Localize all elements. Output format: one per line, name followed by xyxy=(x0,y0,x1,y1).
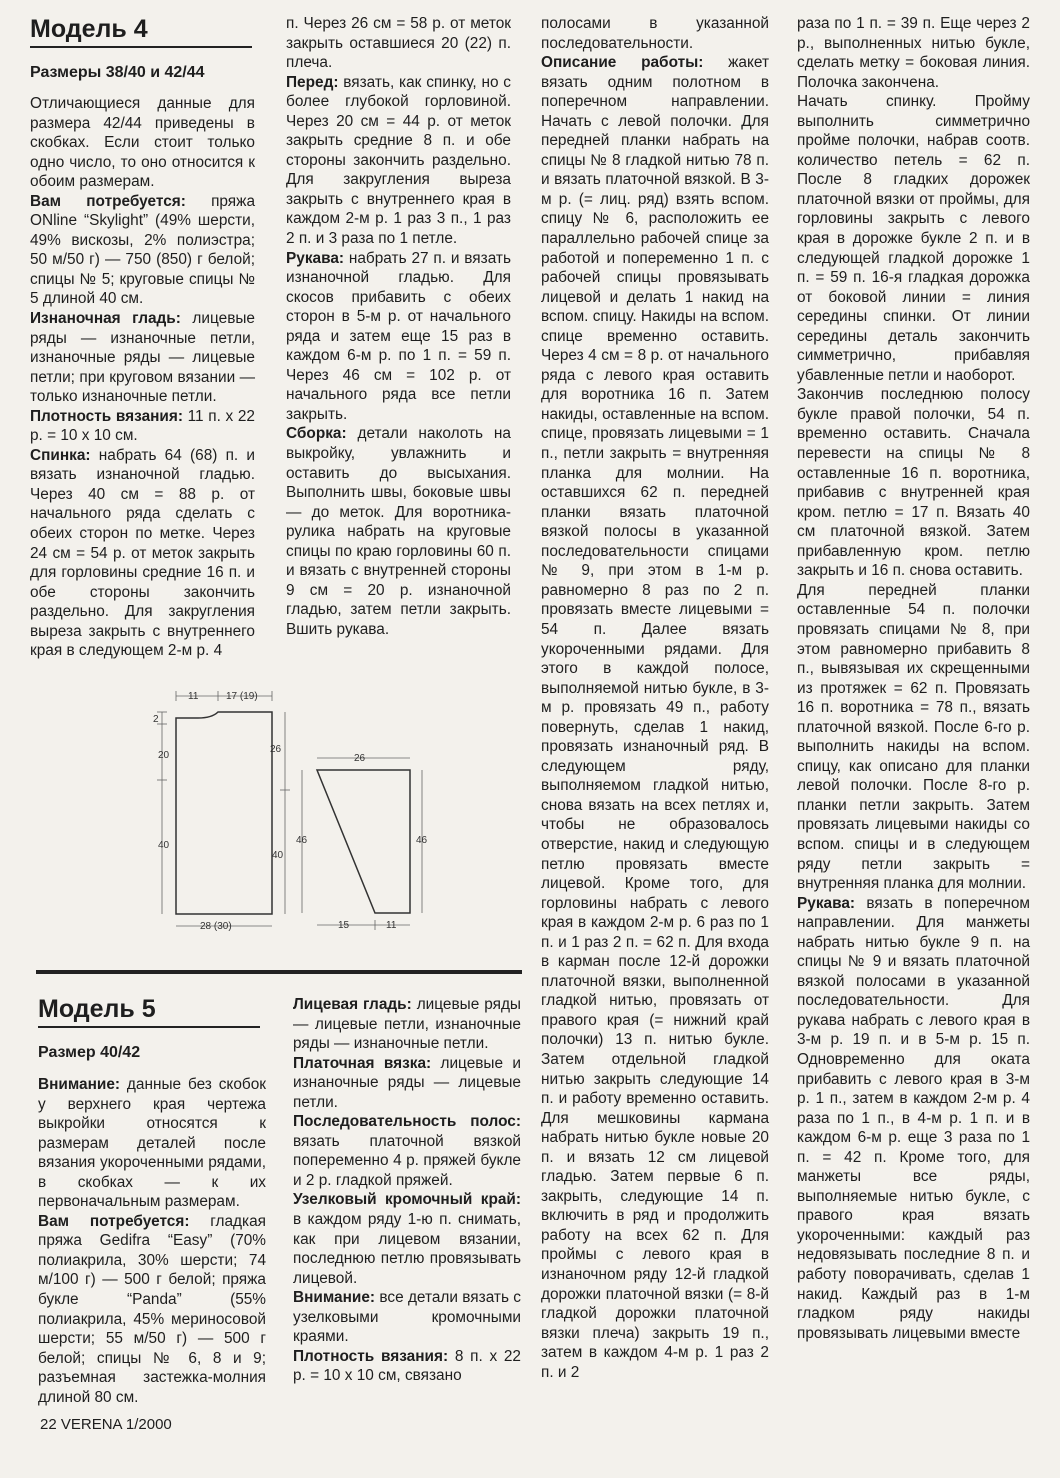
model4-p8 xyxy=(286,249,511,425)
text: жакет вязать одним полотном в поперечном направлении. Начать с левой полочки. Для передней планки набрать на спицы № 8 гладкой нитью 78 п. и вязать платочной вязкой. В 3-м р. (= лиц. ряд) взять вспом. спицу № 6, расположить ее параллельно рабочей спице за работой и попеременно 1 п. с рабочей спицы провязывать лицевой и делать 1 накид на вспом. спицу. Накиды на вспом. спице временно оставить. Через 4 см = 8 р. от начального ряда с левого края оставить для воротника 16 п. Затем накиды, оставленные на вспом. спице, провязать лицевыми = 1 п., петли закрыть = внутренняя планка для молнии. На оставшихся 62 п. передней планки вязать платочной вязкой полосы в указанной последовательности спицами № 9, при этом в 1-м р. равномерно 8 раз по 2 п. провязать вместе лицевыми = 54 п. Далее вязать укороченными рядами. Для этого в каждой полосе, выполняемой нитью букле, в 3-м р. провязать 49 п., работу повернуть, сделав 1 накид, провязать изнаночный ряд. В следующем ряду, выполняемом гладкой нитью, снова вязать на всех петлях и, чтобы не образовалось отверстие, накид и следующую петлю провязать вместе лицевой. Кроме того, для горловины набрать с левого края в каждом 2-м р. 6 раз по 1 п. и 1 раз 2 п. = 62 п. Для входа в карман после 12-й дорожки платочной вязки, выполненной гладкой нитью, провязать от правого края (= нижний край полочки) 13 п. нитью букле. Затем отдельной гладкой нитью закрыть следующие 14 п. и работу временно оставить. Для мешковины кармана набрать нитью букле новые 20 п. и вязать 12 см лицевой гладью. Затем первые 6 п. закрыть, следующие 14 п. включить в ряд и продолжить работу на всех 62 п. Для проймы с левого края в изнаночном ряду 12-й гладкой дорожки платочной вязки (= 8-й гладкой дорожки платочной вязки плеча) закрыть 19 п., затем в каждом 4-м р. 1 раз 2 п. и 2 xyxy=(541,54,769,1381)
text: данные без скобок у верхнего края чертежа выкройки относятся к размерам деталей после вязания укороченными рядами, в скобках — к их первоначальным размерам. xyxy=(38,1076,266,1211)
model5-p13 xyxy=(797,385,1030,580)
text: вязать платочной вязкой попеременно 4 р. пряжей букле и 2 р. гладкой пряжей. xyxy=(293,1132,521,1189)
dim-body-right-1: 26 xyxy=(270,744,282,755)
text: лицевые ряды — лицевые петли, изнаночные ряды — изнаночные петли. xyxy=(293,996,521,1053)
label: Вам потребуется: xyxy=(30,192,186,210)
model5-p15 xyxy=(797,894,1030,1344)
text: 11 п. х 22 р. = 10 х 10 см. xyxy=(30,407,255,445)
text: Закончив последнюю полосу букле правой полочки, 54 п. временно оставить. Сначала перевести на спицы № 8 оставленные 16 п. воротника, прибавив с внутренней края кром. петлю = 17 п. Вязать 40 см платочной вязкой. Затем прибавленную кром. петлю закрыть и 16 п. снова оставить. xyxy=(797,386,1030,580)
label: Изнаночная гладь: xyxy=(30,310,181,328)
label: Спинка: xyxy=(30,446,91,464)
text: лицевые ряды — изнаночные петли, изнаночные ряды — лицевые петли; при круговом вязании — только изнаночные петли. xyxy=(30,310,255,406)
dim-body-top-left: 11 xyxy=(188,691,199,702)
dim-body-left-3: 40 xyxy=(158,840,170,851)
model5-p8 xyxy=(293,1347,521,1386)
label: Вам потребуется: xyxy=(38,1212,190,1230)
text: детали наколоть на выкройку, увлажнить и оставить до высыхания. Выполнить швы, боковые швы — до меток. Для воротника-рулика набрать на круговые спицы по краю горловины 60 п. и вязать с внутренней стороны 9 см = 20 р. изнаночной гладью, затем петли закрыть. Вшить рукава. xyxy=(286,425,511,638)
model5-title-rule xyxy=(38,1026,260,1028)
model5-p10 xyxy=(541,53,769,1382)
label: Внимание: xyxy=(38,1076,121,1093)
body-piece-outline xyxy=(176,712,272,914)
model5-col1 xyxy=(38,1075,266,1407)
dim-body-left-1: 2 xyxy=(153,714,159,725)
label: Перед: xyxy=(286,73,339,91)
model5-p11 xyxy=(797,14,1030,92)
model4-sizes: Размеры 38/40 и 42/44 xyxy=(30,64,205,81)
model5-p4 xyxy=(293,1054,521,1113)
model4-col1 xyxy=(30,94,255,661)
model5-p2 xyxy=(38,1212,266,1407)
model5-p6 xyxy=(293,1190,521,1288)
model5-p9 xyxy=(541,14,769,53)
pattern-schematic xyxy=(140,680,440,940)
model4-p2 xyxy=(30,192,255,309)
dim-sleeve-top: 26 xyxy=(354,753,366,764)
dim-body-right-2: 40 xyxy=(272,850,284,861)
label: Платочная вязка: xyxy=(293,1054,432,1072)
text: гладкая пряжа Gedifra “Easy” (70% полиакрила, 30% шерсти; 74 м/100 г) — 500 г белой; пряжа букле “Panda” (55% полиакрила, 45% мериносовой шерсти; 55 м/50 г) — 500 г белой; спицы № 6, 8 и 9; разъемная застежка-молния длиной 80 см. xyxy=(38,1212,266,1406)
model5-p5 xyxy=(293,1112,521,1190)
model4-p9 xyxy=(286,424,511,639)
text: полосами в указанной последовательности. xyxy=(541,15,769,52)
dim-sleeve-left: 46 xyxy=(296,835,308,846)
text: раза по 1 п. = 39 п. Еще через 2 р., выполненных нитью букле, сделать метку = боковая линия. Полочка закончена. xyxy=(797,15,1030,91)
model5-p14 xyxy=(797,581,1030,894)
dim-body-top-right: 17 (19) xyxy=(226,691,258,702)
model5-col4 xyxy=(797,14,1030,1343)
label: Плотность вязания: xyxy=(30,407,183,425)
text: набрать 27 п. и вязать изнаночной гладью. Для скосов прибавить с обеих сторон в 5-м р. от начального ряда и затем еще 15 раз в каждом 6-м р. по 1 п. = 59 п. Через 46 см = 102 р. от начального ряда все петли закрыть. xyxy=(286,249,511,423)
text: вязать в поперечном направлении. Для манжеты набрать нитью букле 9 п. на спицы № 9 и вязать платочной вязкой полосами в указанной последовательности. Для рукава набрать с левого края в 3-м р. 19 п. и в 5-м р. 15 п. Одновременно для оката прибавить с левого края в 3-м р. 1 п., затем в каждом 2-м р. 4 раза по 1 п., в 4-м р. 1 п. и в каждом 6-м р. еще 3 раза по 1 п. = 42 п. Кроме того, для манжеты все ряды, выполняемые нитью букле, с правого края вязать укороченными: каждый раз недовязывать последние 8 п. и работу поворачивать, сделав 1 накид. Каждый раз в 1-м гладком ряду накиды провязывать лицевыми вместе xyxy=(797,894,1030,1342)
text: вязать, как спинку, но с более глубокой горловиной. Через 20 см = 44 р. от меток закрыть средние 8 п. и обе стороны закончить раздельно. Для закругления выреза закрыть с внутреннего края в каждом 2-м р. 1 раз 3 п., 1 раз 2 п. и 3 раза по 1 петле. xyxy=(286,73,511,248)
text: лицевые и изнаночные ряды — лицевые петли. xyxy=(293,1054,521,1111)
label: Плотность вязания: xyxy=(293,1347,449,1365)
label: Рукава: xyxy=(286,249,345,267)
text: все детали вязать с узелковыми кромочными краями. xyxy=(293,1289,521,1346)
text: набрать 64 (68) п. и вязать изнаночной гладью. Через 40 см = 88 р. от начального ряда сделать с обеих сторон по метке. Через 24 см = 54 р. от меток закрыть для горловины средние 16 п. и обе стороны закончить раздельно. Для закругления выреза закрыть с внутреннего края в следующем 2-м р. 4 xyxy=(30,446,255,660)
model5-p7 xyxy=(293,1288,521,1347)
dim-body-left-2: 20 xyxy=(158,750,170,761)
label: Описание работы: xyxy=(541,54,704,72)
text: в каждом ряду 1-ю п. снимать, как при лицевом вязании, последнюю петлю провязывать лицевой. xyxy=(293,1211,521,1287)
label: Лицевая гладь: xyxy=(293,996,412,1013)
model4-col2 xyxy=(286,14,511,640)
model4-p4 xyxy=(30,407,255,446)
model4-p7 xyxy=(286,73,511,249)
text: Для передней планки оставленные 54 п. полочки провязать спицами № 8, при этом равномерно прибавить 8 п., вывязывая их скрещенными из протяжек = 62 п. Провязать 16 п. воротника = 78 п., вязать платочной вязкой. После 6-го р. выполнить накиды на вспом. спицу, как описано для планки левой полочки. После 8-го р. планки петли закрыть. Затем провязать лицевыми накиды со вспом. спицы и в следующем ряду петли закрыть = внутренняя планка для молнии. xyxy=(797,581,1030,893)
model4-p6 xyxy=(286,14,511,73)
label: Узелковый кромочный край: xyxy=(293,1191,521,1209)
model4-p5 xyxy=(30,446,255,661)
dim-sleeve-bottom-2: 11 xyxy=(386,920,397,931)
dim-sleeve-bottom-1: 15 xyxy=(338,920,350,931)
page-footer: 22 VERENA 1/2000 xyxy=(40,1416,172,1433)
label: Сборка: xyxy=(286,425,347,443)
model5-title: Модель 5 xyxy=(38,995,156,1023)
model5-sizes: Размер 40/42 xyxy=(38,1044,141,1061)
model5-p12 xyxy=(797,92,1030,385)
model5-p3 xyxy=(293,995,521,1054)
text: 8 п. х 22 р. = 10 х 10 см, связано xyxy=(293,1347,521,1385)
sleeve-piece-outline xyxy=(317,770,410,913)
text: п. Через 26 см = 58 р. от меток закрыть оставшиеся 20 (22) п. плеча. xyxy=(286,15,511,72)
dim-body-bottom: 28 (30) xyxy=(200,921,232,932)
text: Начать спинку. Пройму выполнить симметрично пройме полочки, набрав соотв. количество петель = 62 п. После 8 гладких дорожек платочной вязки от проймы, для горловины закрыть с левого края в дорожке букле 2 п. и в следующей гладкой дорожке 1 п. = 59 п. 16-я гладкая дорожка от боковой линии = линия середины спинки. От линии середины деталь закончить симметрично, прибавляя убавленные петли и наоборот. xyxy=(797,93,1030,384)
model4-p1 xyxy=(30,94,255,192)
model4-title-rule xyxy=(30,46,252,48)
label: Внимание: xyxy=(293,1289,376,1307)
model4-p3 xyxy=(30,309,255,407)
text: пряжа ONline “Skylight” (49% шерсти, 49% вискозы, 2% полиэстра; 50 м/50 г) — 750 (850) г белой; спицы № 5; круговые спицы № 5 длиной 40 см. xyxy=(30,192,255,308)
model5-col3 xyxy=(541,14,769,1382)
model-separator xyxy=(36,970,522,974)
label: Рукава: xyxy=(797,894,856,912)
label: Последовательность полос: xyxy=(293,1113,521,1131)
text: Отличающиеся данные для размера 42/44 приведены в скобках. Если стоит только одно число, то оно относится к обоим размерам. xyxy=(30,95,255,191)
model4-title: Модель 4 xyxy=(30,15,148,43)
model5-p1 xyxy=(38,1075,266,1212)
model5-col2 xyxy=(293,995,521,1386)
dim-sleeve-right: 46 xyxy=(416,835,428,846)
